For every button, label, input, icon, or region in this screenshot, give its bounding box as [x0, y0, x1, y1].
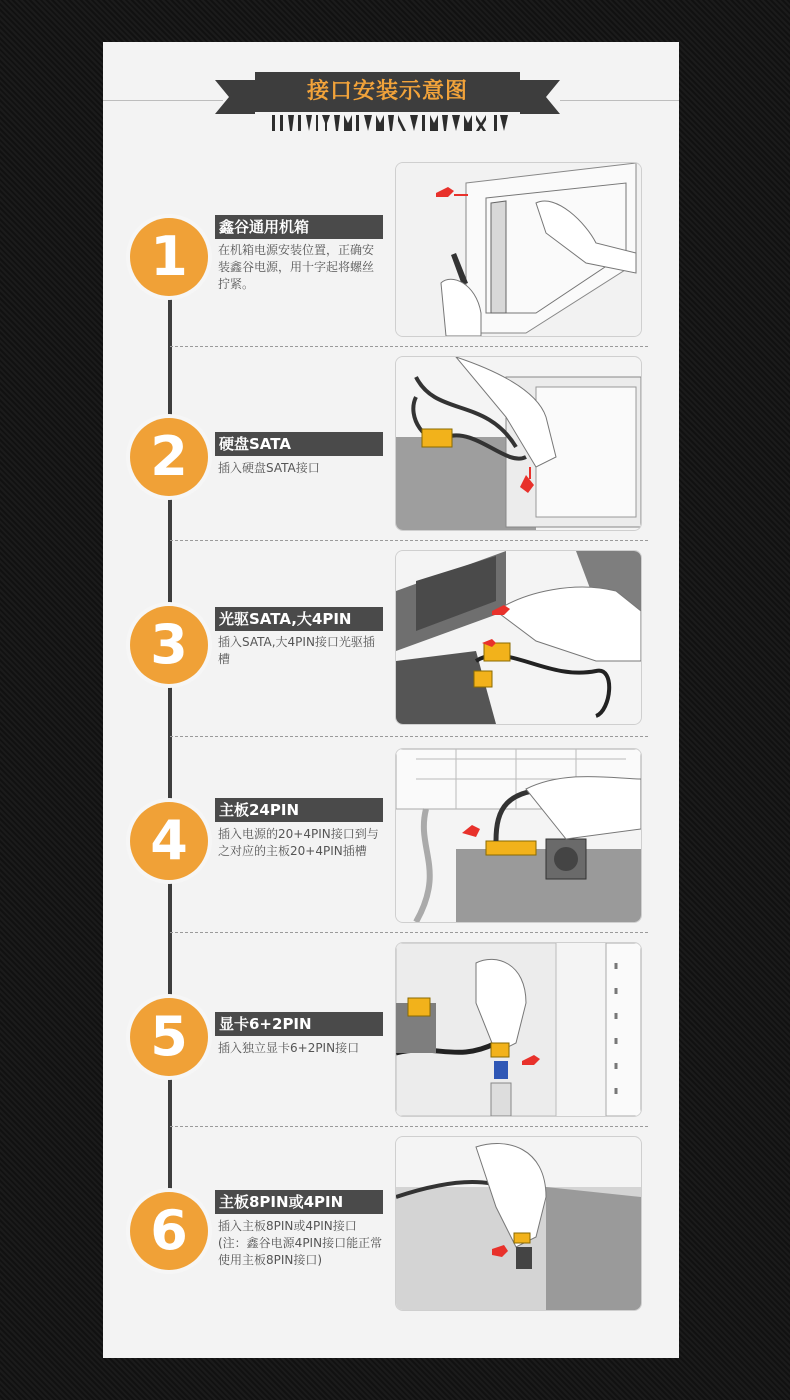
step-6-title: 主板8PIN或4PIN [215, 1190, 383, 1214]
step-4-title: 主板24PIN [215, 798, 383, 822]
step-6-number-badge: 6 [130, 1192, 208, 1270]
divider [170, 736, 648, 737]
page-title: 接口安装示意图 [306, 79, 468, 104]
header-rule-right [560, 100, 679, 101]
step-2-number-badge: 2 [130, 418, 208, 496]
step-3-title: 光驱SATA,大4PIN [215, 607, 383, 631]
divider [170, 932, 648, 933]
step-1-illustration [395, 162, 642, 337]
step-1-description: 在机箱电源安装位置，正确安装鑫谷电源，用十字起将螺丝拧紧。 [218, 243, 375, 291]
step-1-number-badge: 1 [130, 218, 208, 296]
step-2-description: 插入硬盘SATA接口 [218, 461, 320, 475]
step-5-description: 插入独立显卡6+2PIN接口 [218, 1041, 360, 1055]
step-4-description: 插入电源的20+4PIN接口到与之对应的主板20+4PIN插槽 [218, 827, 379, 858]
step-5-illustration [395, 942, 642, 1117]
step-6-description: 插入主板8PIN或4PIN接口(注：鑫谷电源4PIN接口能正常使用主板8PIN接口) [218, 1219, 383, 1267]
step-3-description: 插入SATA,大4PIN接口光驱插槽 [218, 635, 375, 666]
step-3-number-badge: 3 [130, 606, 208, 684]
step-5-title: 显卡6+2PIN [215, 1012, 383, 1036]
step-3-illustration [395, 550, 642, 725]
step-4-illustration [395, 748, 642, 923]
divider [170, 346, 648, 347]
step-2-title: 硬盘SATA [215, 432, 383, 456]
step-6-illustration [395, 1136, 642, 1311]
step-1-title: 鑫谷通用机箱 [215, 215, 383, 239]
divider [170, 1126, 648, 1127]
tools-row-icon [270, 113, 510, 133]
header-rule-left [103, 100, 223, 101]
step-2-illustration [395, 356, 642, 531]
timeline-line [168, 250, 172, 1260]
step-5-number-badge: 5 [130, 998, 208, 1076]
step-4-number-badge: 4 [130, 802, 208, 880]
divider [170, 540, 648, 541]
